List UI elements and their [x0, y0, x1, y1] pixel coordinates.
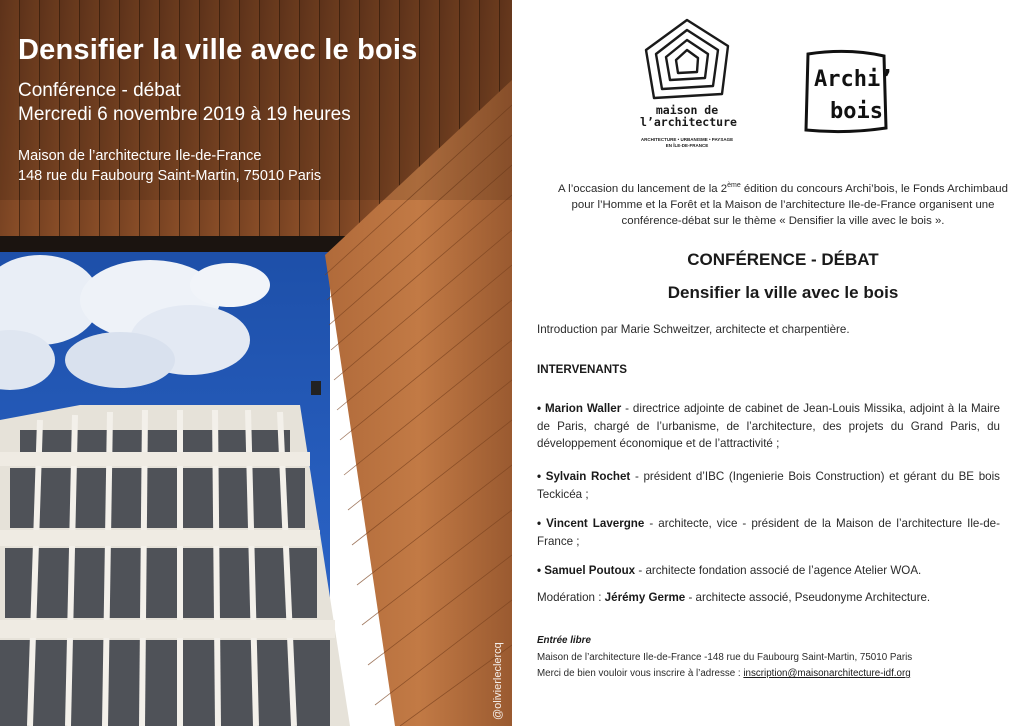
entry-address: Maison de l’architecture Ile-de-France -148 rue du Faubourg Saint-Martin, 75010 Paris [537, 652, 913, 663]
details-panel [512, 0, 1024, 726]
speaker-name: Vincent Lavergne [546, 517, 645, 530]
intro-sup: ème [727, 182, 741, 189]
register-text: Merci de bien vouloir vous inscrire à l’adresse : [537, 668, 744, 679]
intro-part2: édition du concours Archi’bois, le Fonds Archimbaud pour l’Homme et la Forêt et la Maison de l’architecture Ile-de-France organisent une conférence-débat sur le thème « Densifier la ville avec le bois ». [571, 182, 1008, 227]
mda-tagline-line1: ARCHITECTURE • URBANISME • PAYSAGE [640, 137, 734, 142]
entry-register [537, 668, 911, 679]
mda-tagline-line2: EN ÎLE-DE-FRANCE [665, 142, 709, 148]
mda-name-line2: l’architecture [640, 115, 737, 129]
hero-subtitle: Conférence - débat [18, 80, 181, 101]
photo-credit: @olivierleclercq [492, 642, 504, 720]
mda-name-line1: maison de [655, 103, 719, 117]
bullet: • [537, 517, 542, 530]
hero-venue: Maison de l’architecture Ile-de-France [18, 148, 262, 164]
intro-paragraph [548, 178, 1018, 229]
speaker-item [537, 515, 1000, 550]
hero-title: Densifier la ville avec le bois [18, 34, 418, 66]
bullet: • [537, 402, 542, 415]
moderator-desc: - architecte associé, Pseudonyme Architecture. [685, 591, 931, 604]
speaker-name: Marion Waller [544, 402, 622, 415]
archibois-logo [800, 46, 894, 138]
archibois-line2: bois [830, 99, 883, 124]
archibois-logo-mark [800, 46, 894, 138]
speaker-item [537, 400, 1000, 453]
speakers-heading: INTERVENANTS [537, 363, 627, 376]
bullet: • [537, 470, 542, 483]
hero-date: Mercredi 6 novembre 2019 à 19 heures [18, 104, 351, 125]
house-icon [640, 16, 734, 106]
introduction-by: Introduction par Marie Schweitzer, architecte et charpentière. [537, 323, 850, 336]
maison-architecture-logo [640, 16, 737, 156]
moderator-name: Jérémy Germe [604, 591, 686, 604]
entry-heading: Entrée libre [537, 635, 591, 646]
speaker-item [537, 562, 1000, 580]
speaker-name: Samuel Poutoux [544, 564, 636, 577]
conference-title: CONFÉRENCE - DÉBAT [687, 250, 879, 269]
speaker-desc: - président d’IBC (Ingenierie Bois Construction) et gérant du BE bois Teckicéa ; [537, 470, 1000, 501]
intro-part1: A l’occasion du lancement de la 2 [558, 182, 728, 195]
registration-email-link[interactable]: inscription@maisonarchitecture-idf.org [743, 668, 911, 679]
speaker-desc: - architecte, vice - président de la Maison de l’architecture Ile-de-France ; [537, 517, 1000, 548]
archibois-line1: Archi’ [814, 67, 894, 92]
speaker-desc: - architecte fondation associé de l’agence Atelier WOA. [635, 564, 922, 577]
bullet: • [537, 564, 542, 577]
conference-theme: Densifier la ville avec le bois [667, 283, 899, 302]
moderation-label: Modération : [537, 591, 605, 604]
speaker-item [537, 468, 1000, 503]
mda-tagline [640, 137, 734, 148]
speaker-desc: - directrice adjointe de cabinet de Jean-Louis Missika, adjoint à la Maire de Paris, chargé de l’urbanisme, de l’architecture, des projets du Grand Paris, du développement économique et de l’attractivité ; [537, 402, 1000, 450]
moderation-line [537, 589, 1000, 607]
mda-name [640, 103, 737, 129]
hero-address: 148 rue du Faubourg Saint-Martin, 75010 Paris [18, 168, 322, 184]
speaker-name: Sylvain Rochet [545, 470, 631, 483]
